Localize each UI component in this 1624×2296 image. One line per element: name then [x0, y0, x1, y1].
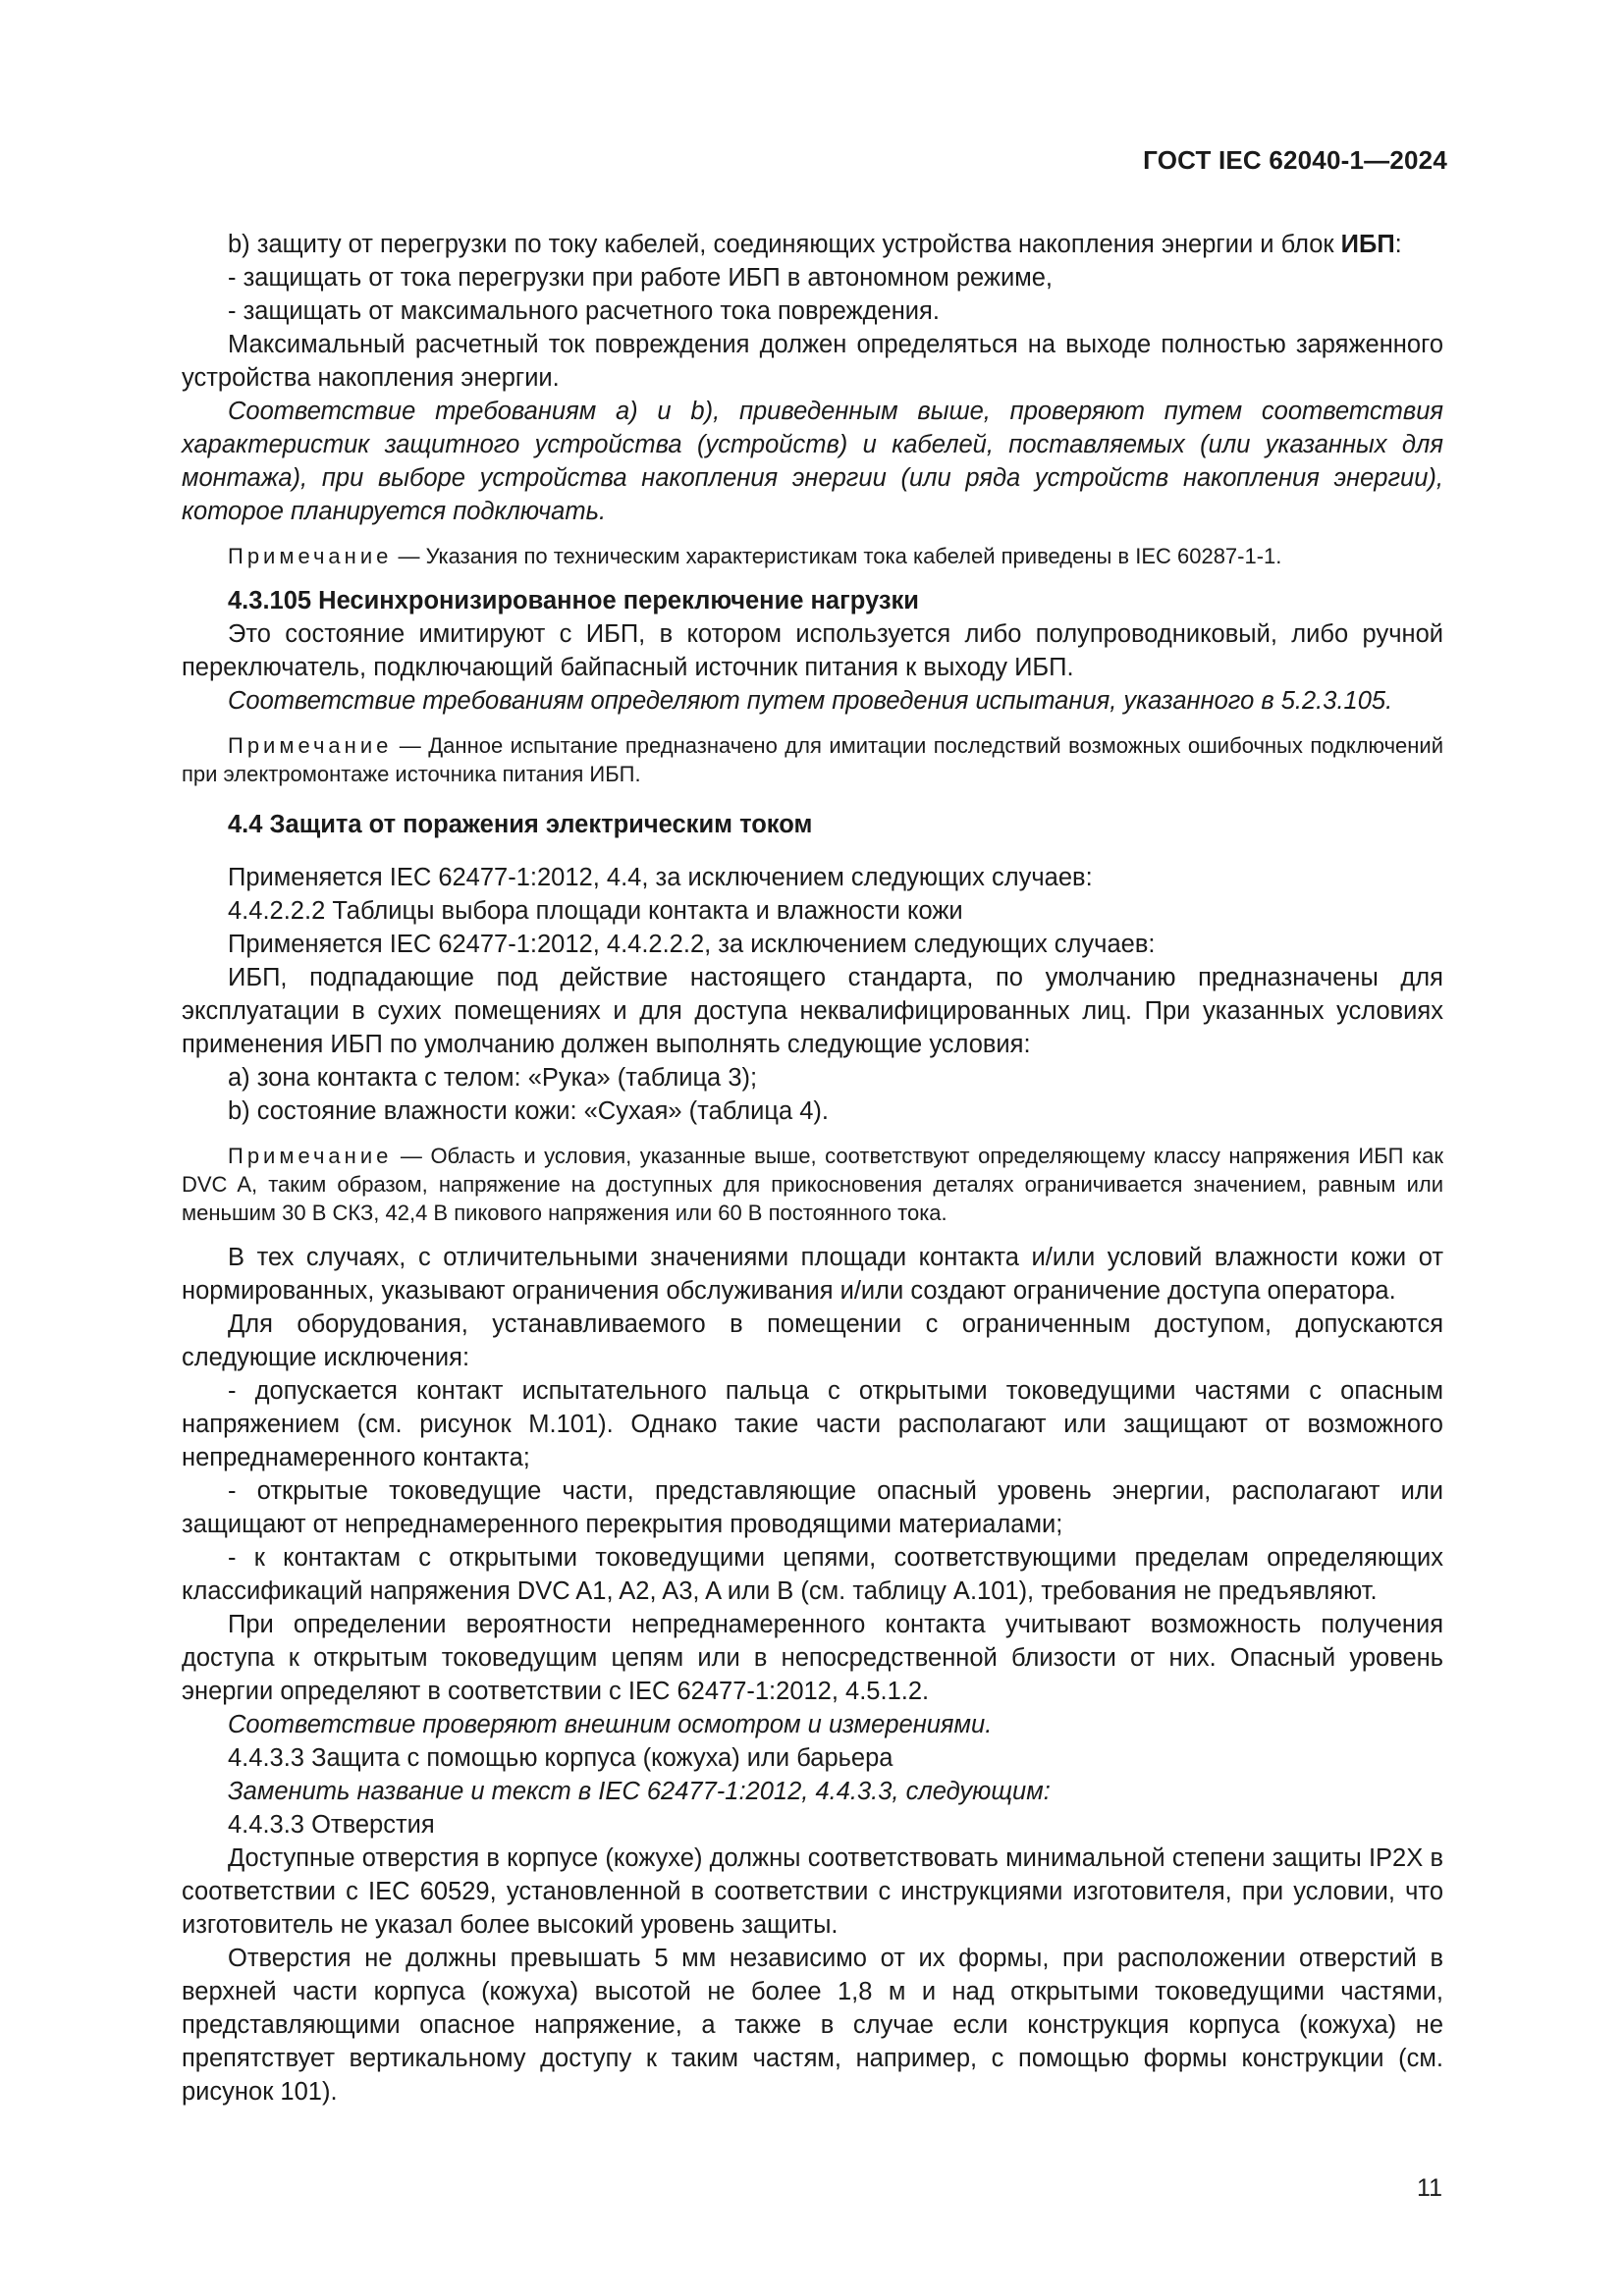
section-heading: 4.3.105 Несинхронизированное переключение нагрузки — [228, 587, 919, 614]
paragraph-compliance: Соответствие требованиям а) и b), приведенным выше, проверяют путем соответствия характеристик защитного устройства (устройств) и кабелей, поставляемых (или указанных для монтажа), при выборе устройства накопления энергии (или ряда устройств накопления энергии), которое планируется подключать. — [182, 398, 1443, 525]
paragraph: 4.4.2.2.2 Таблицы выбора площади контакта и влажности кожи — [228, 897, 963, 925]
document-body — [182, 228, 1443, 2109]
paragraph-text: : — [1394, 231, 1402, 258]
paragraph: 4.4.3.3 Защита с помощью корпуса (кожуха) или барьера — [228, 1744, 893, 1772]
paragraph: а) зона контакта с телом: «Рука» (таблица 3); — [228, 1064, 758, 1092]
paragraph-compliance: Соответствие требованиям определяют путем проведения испытания, указанного в 5.2.3.105. — [228, 687, 1393, 715]
paragraph: 4.4.3.3 Отверстия — [228, 1811, 435, 1839]
note-text: — Область и условия, указанные выше, соответствуют определяющему классу напряжения ИБП как DVC A, таким образом, напряжение на доступных для прикосновения деталях ограничивается значением, равным или меньшим 30 В СКЗ, 42,4 В пикового напряжения или 60 В постоянного тока. — [182, 1144, 1443, 1225]
paragraph: - защищать от тока перегрузки при работе ИБП в автономном режиме, — [228, 264, 1054, 292]
paragraph: - открытые токоведущие части, представляющие опасный уровень энергии, располагают или защищают от непреднамеренного перекрытия проводящими материалами; — [182, 1477, 1443, 1538]
note-label: Примечание — [228, 544, 393, 568]
note-text: — Указания по техническим характеристикам тока кабелей приведены в IEC 60287-1-1. — [392, 544, 1282, 568]
paragraph-text: b) защиту от перегрузки по току кабелей, соединяющих устройства накопления энергии и блок — [228, 231, 1341, 258]
paragraph-bold-text: ИБП — [1340, 231, 1395, 258]
page-number: 11 — [1417, 2174, 1442, 2202]
paragraph: ИБП, подпадающие под действие настоящего стандарта, по умолчанию предназначены для эксплуатации в сухих помещениях и для доступа неквалифицированных лиц. При указанных условиях применения ИБП по умолчанию должен выполнять следующие условия: — [182, 964, 1443, 1058]
paragraph: b) состояние влажности кожи: «Сухая» (таблица 4). — [228, 1097, 829, 1125]
paragraph: Для оборудования, устанавливаемого в помещении с ограниченным доступом, допускаются следующие исключения: — [182, 1310, 1443, 1371]
document-header: ГОСТ IEC 62040-1—2024 — [1143, 145, 1447, 175]
section-heading: 4.4 Защита от поражения электрическим током — [228, 811, 813, 838]
note — [182, 731, 1443, 788]
paragraph: - допускается контакт испытательного пальца с открытыми токоведущими частями с опасным напряжением (см. рисунок M.101). Однако такие части располагают или защищают от возможного непреднамеренного контакта; — [182, 1377, 1443, 1471]
paragraph: Максимальный расчетный ток повреждения должен определяться на выходе полностью заряженного устройства накопления энергии. — [182, 331, 1443, 392]
paragraph: Отверстия не должны превышать 5 мм независимо от их формы, при расположении отверстий в верхней части корпуса (кожуха) высотой не более 1,8 м и над открытыми токоведущими частями, представляющими опасное напряжение, а также в случае если конструкция корпуса (кожуха) не препятствует вертикальному доступу к таким частям, например, с помощью формы конструкции (см. рисунок 101). — [182, 1945, 1443, 2106]
paragraph: - защищать от максимального расчетного тока повреждения. — [228, 297, 940, 325]
paragraph: При определении вероятности непреднамеренного контакта учитывают возможность получения доступа к открытым токоведущим цепям или в непосредственной близости от них. Опасный уровень энергии определяют в соответствии с IEC 62477-1:2012, 4.5.1.2. — [182, 1611, 1443, 1705]
paragraph — [182, 228, 1443, 261]
paragraph: Применяется IEC 62477-1:2012, 4.4, за исключением следующих случаев: — [228, 864, 1093, 891]
paragraph-compliance: Соответствие проверяют внешним осмотром и измерениями. — [228, 1711, 993, 1738]
note-label: Примечание — [228, 733, 393, 758]
note-text: — Данное испытание предназначено для имитации последствий возможных ошибочных подключений при электромонтаже источника питания ИБП. — [182, 733, 1443, 786]
note — [182, 542, 1443, 570]
paragraph: - к контактам с открытыми токоведущими цепями, соответствующими пределам определяющих классификаций напряжения DVC A1, A2, A3, A или B (см. таблицу A.101), требования не предъявляют. — [182, 1544, 1443, 1605]
note — [182, 1142, 1443, 1227]
paragraph: Это состояние имитируют с ИБП, в котором используется либо полупроводниковый, либо ручной переключатель, подключающий байпасный источник питания к выходу ИБП. — [182, 620, 1443, 681]
paragraph: Применяется IEC 62477-1:2012, 4.4.2.2.2, за исключением следующих случаев: — [228, 931, 1156, 958]
paragraph-instruction: Заменить название и текст в IEC 62477-1:2012, 4.4.3.3, следующим: — [228, 1778, 1051, 1805]
paragraph: В тех случаях, с отличительными значениями площади контакта и/или условий влажности кожи от нормированных, указывают ограничения обслуживания и/или создают ограничение доступа оператора. — [182, 1244, 1443, 1305]
note-label: Примечание — [228, 1144, 393, 1168]
paragraph: Доступные отверстия в корпусе (кожухе) должны соответствовать минимальной степени защиты IP2X в соответствии с IEC 60529, установленной в соответствии с инструкциями изготовителя, при условии, что изготовитель не указал более высокий уровень защиты. — [182, 1844, 1443, 1939]
